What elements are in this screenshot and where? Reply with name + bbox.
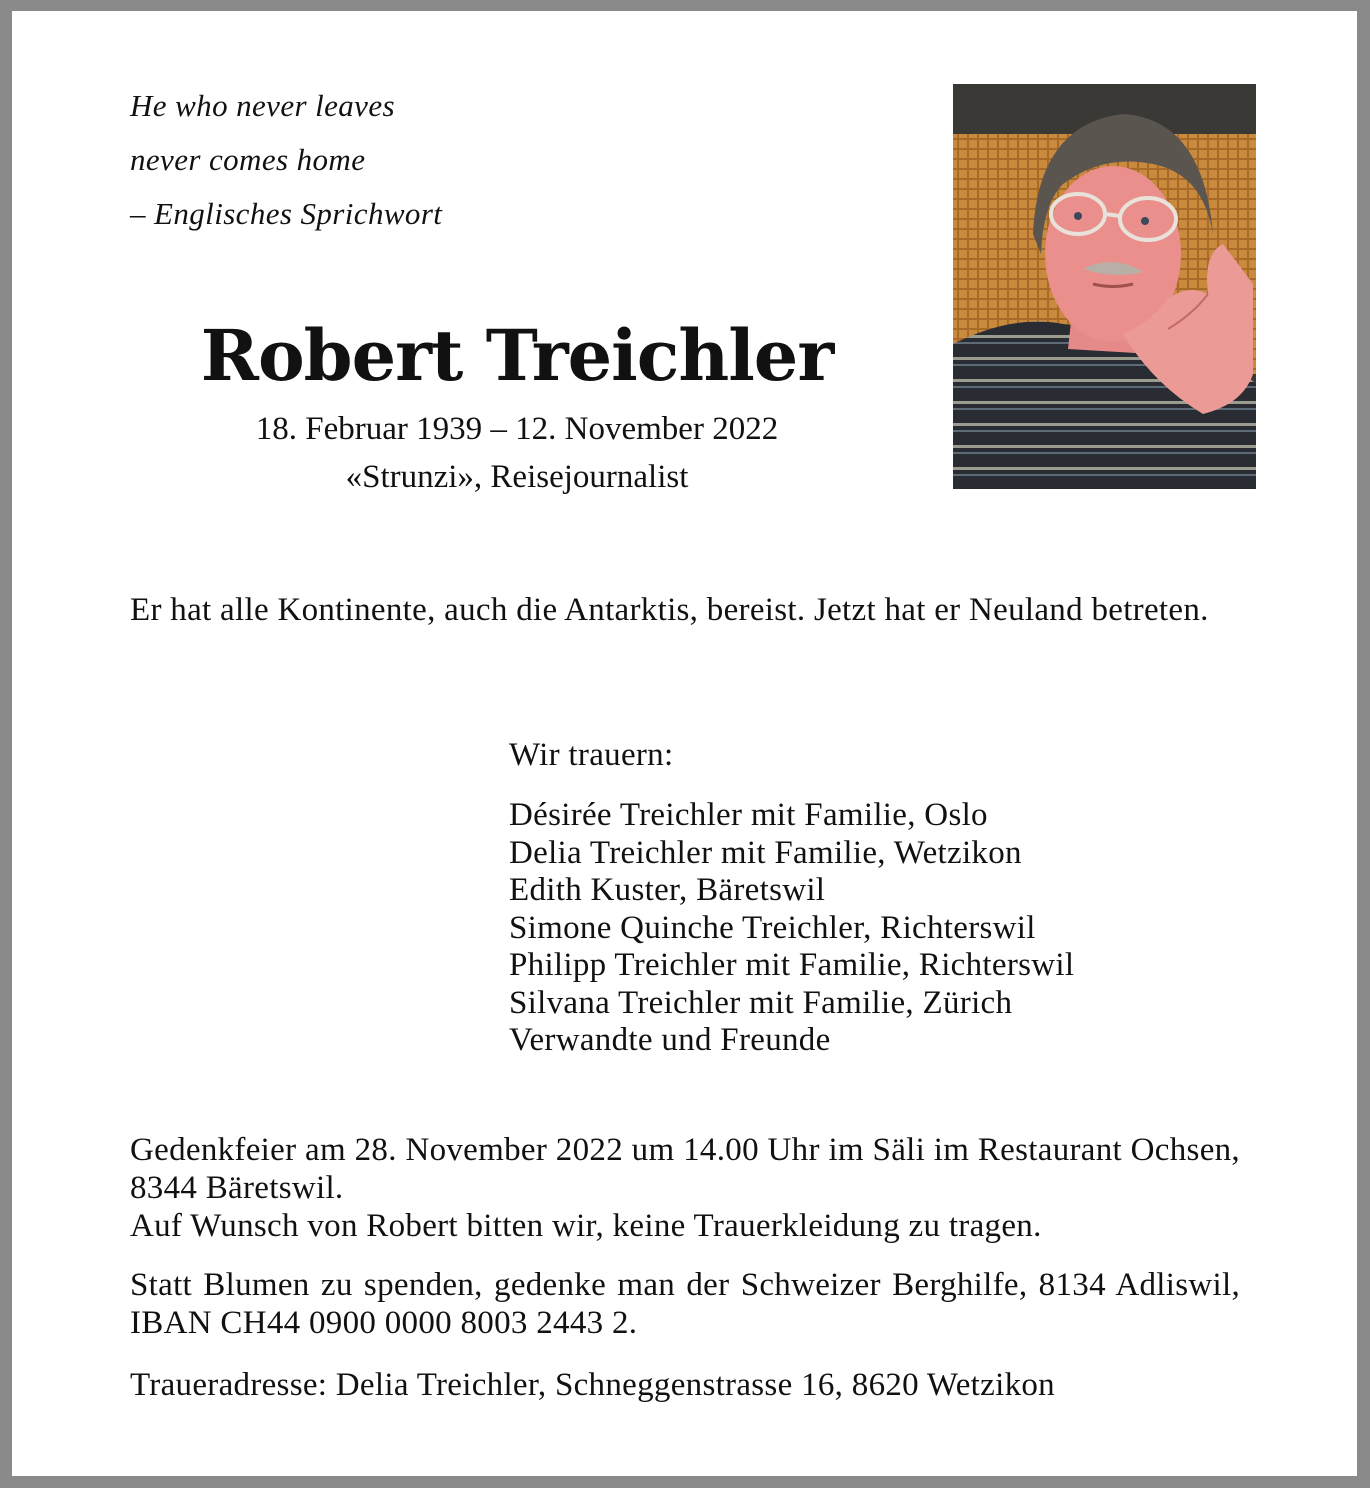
portrait-photo bbox=[953, 84, 1256, 489]
ceremony-details: Gedenkfeier am 28. November 2022 um 14.00 Uhr im Säli im Restaurant Ochsen, 8344 Bäretswil. bbox=[130, 1132, 1240, 1206]
deceased-name: Robert Treichler bbox=[200, 314, 834, 397]
life-dates: 18. Februar 1939 – 12. November 2022 bbox=[255, 411, 779, 447]
quote-line-2: never comes home bbox=[130, 142, 366, 177]
intro-text: Er hat alle Kontinente, auch die Antarktis, bereist. Jetzt hat er Neuland betreten. bbox=[130, 592, 1209, 628]
mourner-item: Edith Kuster, Bäretswil bbox=[509, 872, 826, 908]
mourner-item: Simone Quinche Treichler, Richterswil bbox=[509, 909, 1036, 946]
mourner-item: Désirée Treichler mit Familie, Oslo bbox=[509, 797, 988, 833]
quote-block bbox=[130, 79, 442, 241]
mourners-list bbox=[509, 797, 1074, 1060]
quote-line-1: He who never leaves bbox=[130, 88, 395, 123]
obituary-page bbox=[12, 11, 1357, 1476]
nickname-profession: «Strunzi», Reisejournalist bbox=[345, 459, 689, 495]
mourner-item: Silvana Treichler mit Familie, Zürich bbox=[509, 984, 1013, 1021]
mourner-item: Philipp Treichler mit Familie, Richterswil bbox=[509, 947, 1075, 983]
mourner-item: Delia Treichler mit Familie, Wetzikon bbox=[509, 834, 1022, 871]
mourning-address: Traueradresse: Delia Treichler, Schneggenstrasse 16, 8620 Wetzikon bbox=[130, 1367, 1055, 1403]
ceremony-info bbox=[130, 1131, 1240, 1245]
quote-source: – Englisches Sprichwort bbox=[130, 196, 443, 231]
mourners-title: Wir trauern: bbox=[509, 737, 674, 773]
mourner-item: Verwandte und Freunde bbox=[509, 1022, 831, 1058]
dress-code-note: Auf Wunsch von Robert bitten wir, keine Trauerkleidung zu tragen. bbox=[130, 1208, 1042, 1244]
donation-info: Statt Blumen zu spenden, gedenke man der Schweizer Berghilfe, 8134 Adliswil, IBAN CH44 0900 0000 8003 2443 2. bbox=[130, 1267, 1240, 1341]
